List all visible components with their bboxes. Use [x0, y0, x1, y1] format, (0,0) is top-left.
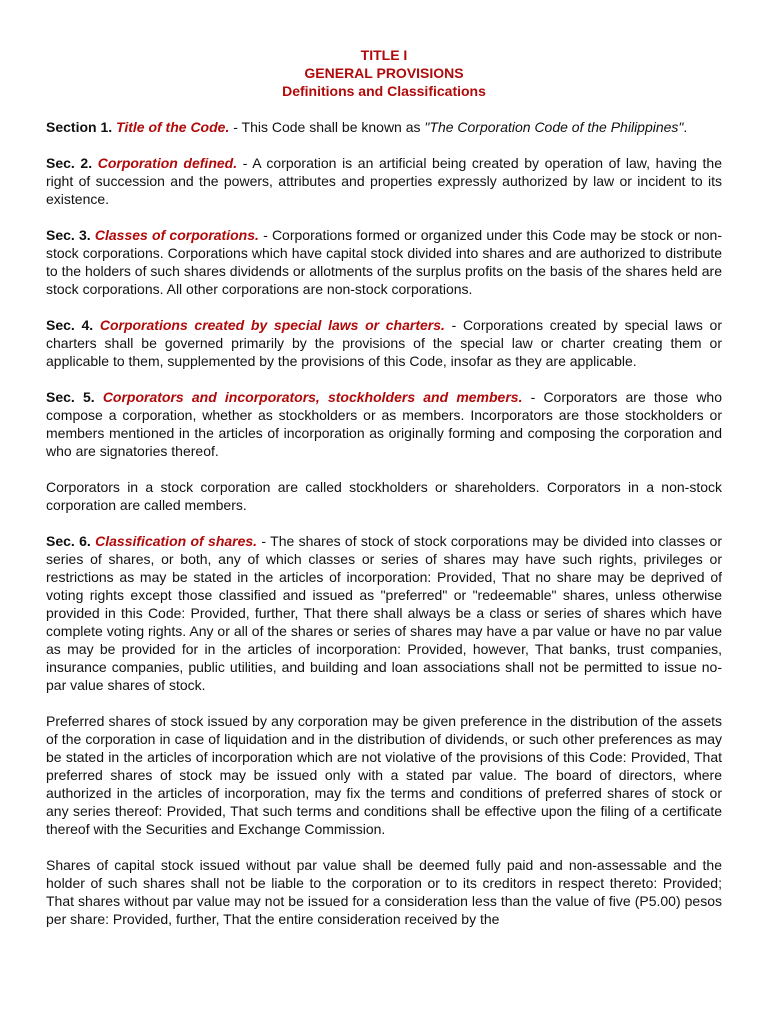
document-heading	[46, 46, 722, 100]
title-number: TITLE I	[360, 47, 408, 63]
section-1-quoted-name: "The Corporation Code of the Philippines"	[424, 119, 684, 135]
section-1-text: - This Code shall be known as	[229, 119, 425, 135]
title-name: GENERAL PROVISIONS	[304, 65, 464, 81]
section-2-text: - A corporation is an artificial being created by operation of law, having the right of succession and the powers, attributes and properties expressly authorized by law or incident to its existence.	[46, 155, 722, 207]
section-4	[46, 316, 722, 370]
section-2	[46, 154, 722, 208]
section-1	[46, 118, 722, 136]
section-3-title: Classes of corporations.	[94, 227, 259, 243]
section-6-paragraph-2: Preferred shares of stock issued by any corporation may be given preference in the distribution of the assets of the corporation in case of liquidation and in the distribution of dividends, or such other preferences as may be stated in the articles of incorporation which are not violative of the provisions of this Code: Provided, That preferred shares of stock may be issued only with a stated par value. The board of directors, where authorized in the articles of incorporation, may fix the terms and conditions of preferred shares of stock or any series thereof: Provided, That such terms and conditions shall be effective upon the filing of a certificate thereof with the Securities and Exchange Commission.	[46, 713, 722, 837]
chapter-subtitle: Definitions and Classifications	[282, 83, 486, 99]
section-5-paragraph-2: Corporators in a stock corporation are called stockholders or shareholders. Corporators in a non-stock corporation are called members.	[46, 479, 722, 513]
section-3	[46, 226, 722, 298]
section-6-title: Classification of shares.	[95, 533, 258, 549]
section-5-title: Corporators and incorporators, stockholders and members.	[102, 389, 523, 405]
section-1-title: Title of the Code.	[116, 119, 230, 135]
section-3-label: Sec. 3.	[46, 227, 91, 243]
section-4-label: Sec. 4.	[46, 317, 94, 333]
section-5	[46, 388, 722, 460]
section-2-title: Corporation defined.	[97, 155, 238, 171]
section-4-text: - Corporations created by special laws or charters shall be governed primarily by the provisions of the special law or charter creating them or applicable to them, supplemented by the provisions of this Code, insofar as they are applicable.	[46, 317, 722, 369]
section-5-text: - Corporators are those who compose a corporation, whether as stockholders or as members. Incorporators are those stockholders or members mentioned in the articles of incorporation as originally forming and composing the corporation and who are signatories thereof.	[46, 389, 723, 459]
section-5-label: Sec. 5.	[46, 389, 95, 405]
section-4-title: Corporations created by special laws or charters.	[99, 317, 445, 333]
section-2-label: Sec. 2.	[46, 155, 93, 171]
section-6-text: - The shares of stock of stock corporations may be divided into classes or series of shares, or both, any of which classes or series of shares may have such rights, privileges or restrictions as may be stated in the articles of incorporation: Provided, That no share may be deprived of voting rights except those classified and issued as "preferred" or "redeemable" shares, unless otherwise provided in this Code: Provided, further, That there shall always be a class or series of shares which have complete voting rights. Any or all of the shares or series of shares may have a par value or have no par value as may be provided for in the articles of incorporation: Provided, however, That banks, trust companies, insurance companies, public utilities, and building and loan associations shall not be permitted to issue no-par value shares of stock.	[46, 533, 723, 693]
section-1-text-end: .	[683, 119, 688, 135]
section-6-paragraph-3: Shares of capital stock issued without par value shall be deemed fully paid and non-assessable and the holder of such shares shall not be liable to the corporation or to its creditors in respect thereto: Provided; That shares without par value may not be issued for a consideration less than the value of five (P5.00) pesos per share: Provided, further, That the entire consideration received by the	[46, 857, 722, 927]
section-6-label: Sec. 6.	[46, 533, 91, 549]
section-6	[46, 532, 722, 694]
document-page	[46, 46, 722, 946]
section-3-text: - Corporations formed or organized under this Code may be stock or non-stock corporations. Corporations which have capital stock divided into shares and are authorized to distribute to the holders of such shares dividends or allotments of the surplus profits on the basis of the shares held are stock corporations. All other corporations are non-stock corporations.	[46, 227, 722, 297]
section-1-label: Section 1.	[46, 119, 113, 135]
